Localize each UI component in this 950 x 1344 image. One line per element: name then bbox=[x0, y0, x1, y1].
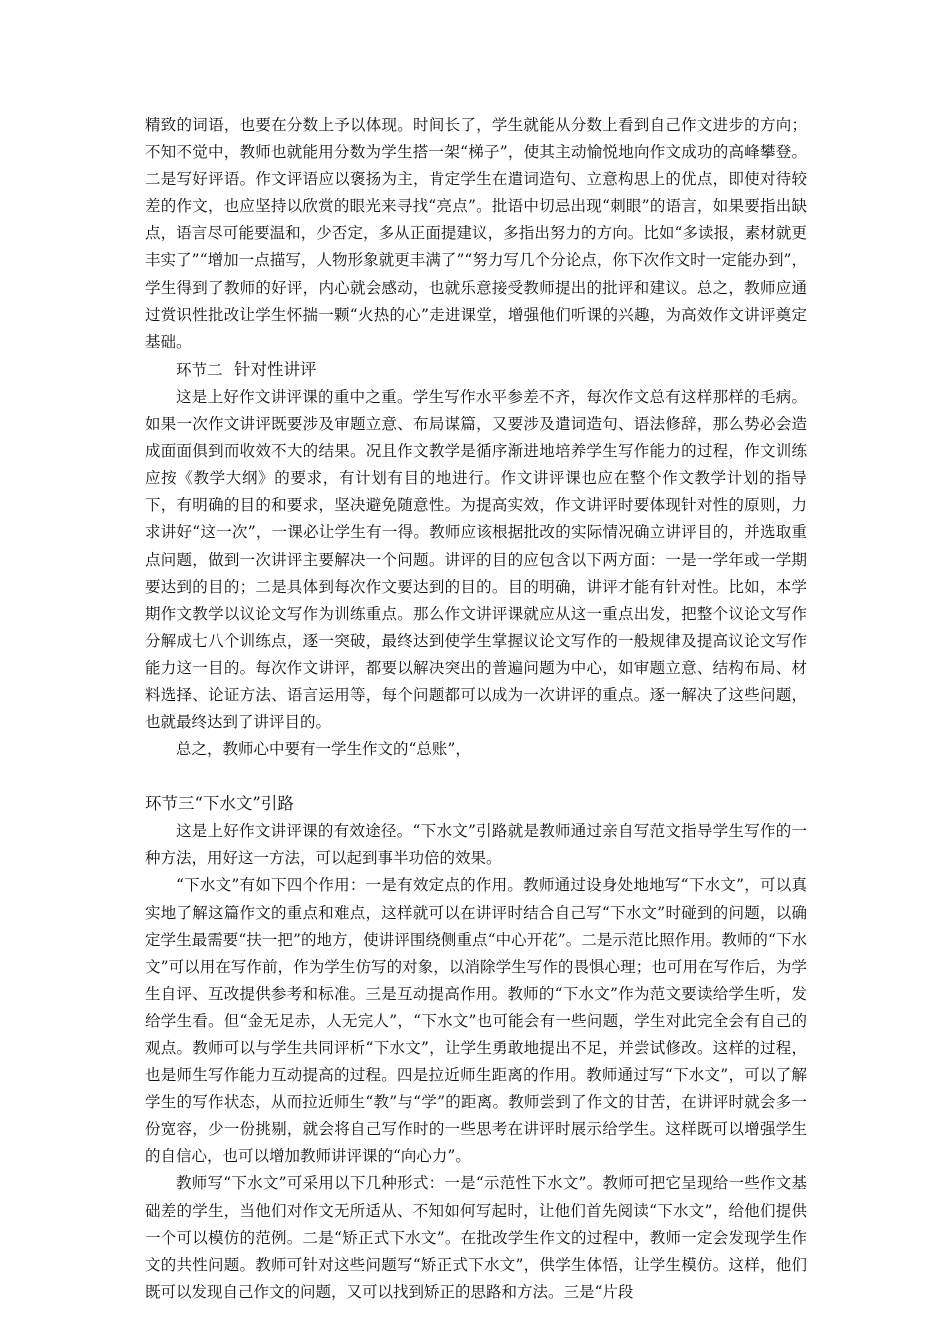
paragraph-targeted-review: 这是上好作文讲评课的重中之重。学生写作水平参差不齐，每次作文总有这样那样的毛病。如果一次作文讲评既要涉及审题立意、布局谋篇，又要涉及遣词造句、语法修辞，那么势必会造成面面俱到而收效不大的结果。况且作文教学是循序渐进地培养学生写作能力的过程，作文训练应按《教学大纲》的要求，有计划有目的地进行。作文讲评课也应在整个作文教学计划的指导下，有明确的目的和要求，坚决避免随意性。为提高实效，作文讲评时要体现针对性的原则，力求讲好“这一次”，一课必让学生有一得。教师应该根据批改的实际情况确立讲评目的，并选取重点问题，做到一次讲评主要解决一个问题。讲评的目的应包含以下两方面：一是一学年或一学期要达到的目的；二是具体到每次作文要达到的目的。目的明确，讲评才能有针对性。比如，本学期作文教学以议论文写作为训练重点。那么作文讲评课就应从这一重点出发，把整个议论文写作分解成七八个训练点，逐一突破，最终达到使学生掌握议论文写作的一般规律及提高议论文写作能力这一目的。每次作文讲评，都要以解决突出的普遍问题为中心，如审题立意、结构布局、材料选择、论证方法、语言运用等，每个问题都可以成为一次讲评的重点。逐一解决了这些问题，也就最终达到了讲评目的。 bbox=[145, 387, 807, 732]
blank-line bbox=[145, 763, 807, 790]
paragraph-model-essay-functions: “下水文”有如下四个作用：一是有效定点的作用。教师通过设身处地地写“下水文”，可以真实地了解这篇作文的重点和难点，这样就可以在讲评时结合自己写“下水文”时碰到的问题，以确定学生最需要“扶一把”的地方，使讲评围绕侧重点“中心开花”。二是示范比照作用。教师的“下水文”可以用在写作前，作为学生仿写的对象，以消除学生写作的畏惧心理；也可用在写作后，为学生自评、互改提供参考和标准。三是互动提高作用。教师的“下水文”作为范文要读给学生听，发给学生看。但“金无足赤，人无完人”，“下水文”也可能会有一些问题，学生对此完全会有自己的观点。教师可以与学生共同评析“下水文”，让学生勇敢地提出不足，并尝试修改。这样的过程，也是师生写作能力互动提高的过程。四是拉近师生距离的作用。教师通过写“下水文”，可以了解学生的写作状态，从而拉近师生“教”与“学”的距离。教师尝到了作文的甘苦，在讲评时就会多一份宽容，少一份挑剔，就会将自己写作时的一些思考在讲评时展示给学生。这样既可以增强学生的自信心，也可以增加教师讲评课的“向心力”。 bbox=[145, 876, 807, 1166]
section-heading-3: 环节三“下水文”引路 bbox=[145, 794, 294, 814]
paragraph-model-essay-forms: 教师写“下水文”可采用以下几种形式：一是“示范性下水文”。教师可把它呈现给一些作文基础差的学生，当他们对作文无所适从、不知如何写起时，让他们首先阅读“下水文”，给他们提供一个可以模仿的范例。二是“矫正式下水文”。在批改学生作文的过程中，教师一定会发现学生作文的共性问题。教师可针对这些问题写“矫正式下水文”，供学生体悟，让学生模仿。这样，他们既可以发现自己作文的问题，又可以找到矫正的思路和方法。三是“片段 bbox=[145, 1174, 807, 1301]
paragraph-evaluation: 精致的词语，也要在分数上予以体现。时间长了，学生就能从分数上看到自己作文进步的方向；不知不觉中，教师也就能用分数为学生搭一架“梯子”，使其主动愉悦地向作文成功的高峰攀登。二是写好评语。作文评语应以褒扬为主，肯定学生在遣词造句、立意构思上的优点，即使对待较差的作文，也应坚持以欣赏的眼光来寻找“亮点”。批语中切忌出现“刺眼”的语言，如果要指出缺点，语言尽可能要温和，少否定，多从正面提建议，多指出努力的方向。比如“多读报，素材就更丰实了”“增加一点描写，人物形象就更丰满了”“努力写几个分论点，你下次作文时一定能办到”，学生得到了教师的好评，内心就会感动，也就乐意接受教师提出的批评和建议。总之，教师应通过赏识性批改让学生怀揣一颗“火热的心”走进课堂，增强他们听课的兴趣，为高效作文讲评奠定基础。 bbox=[145, 116, 807, 351]
section-heading-2 bbox=[145, 356, 807, 384]
section-2-label: 环节二 bbox=[176, 360, 223, 379]
paragraph-model-essay-intro: 这是上好作文讲评课的有效途径。“下水文”引路就是教师通过亲自写范文指导学生写作的一种方法，用好这一方法，可以起到事半功倍的效果。 bbox=[145, 822, 807, 868]
section-2-title: 针对性讲评 bbox=[234, 359, 317, 379]
paragraph-summary: 总之，教师心中要有一学生作文的“总账”， bbox=[176, 740, 471, 759]
document-body bbox=[145, 112, 807, 1306]
